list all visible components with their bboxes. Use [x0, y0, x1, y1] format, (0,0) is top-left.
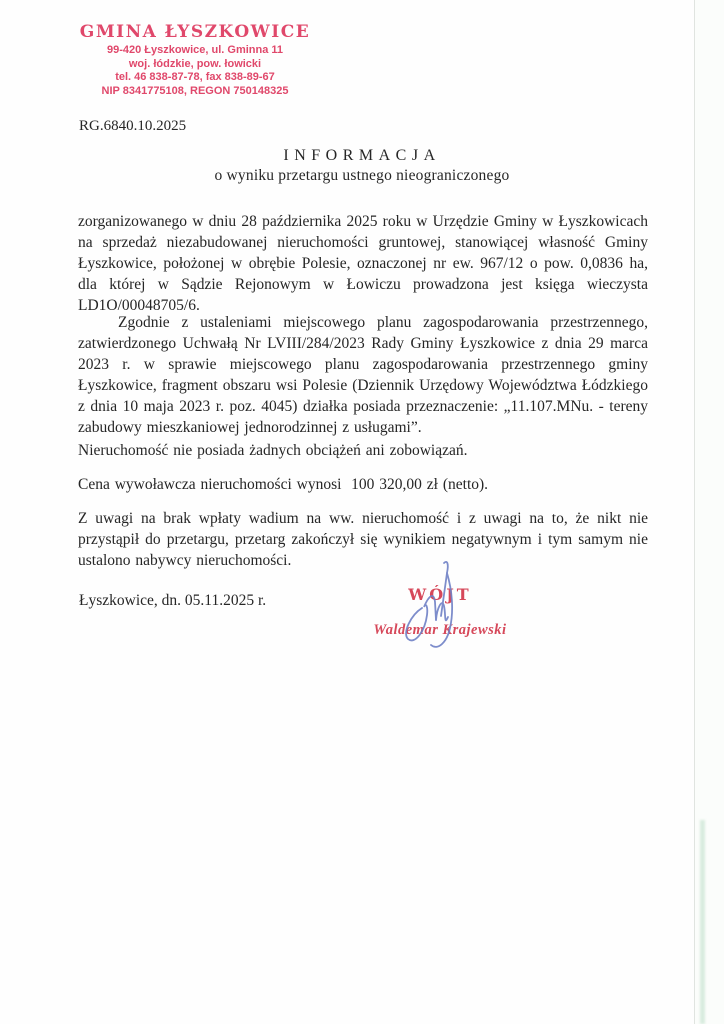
sender-ids: NIP 8341775108, REGON 750148325 — [101, 84, 289, 97]
title-block — [0, 147, 724, 185]
paragraph-negative-result: Z uwagi na brak wpłaty wadium na ww. nieruchomość i z uwagi na to, że nikt nie przystąpił do przetargu, przetarg zakończył się wynikiem negatywnym i tym samym nie ustalono nabywcy nieruchomości. — [78, 510, 648, 569]
sender-address: 99-420 Łyszkowice, ul. Gminna 11 — [106, 44, 284, 56]
signature-title-stamp: WÓJT — [408, 585, 472, 604]
signature-name-stamp: Waldemar Krajewski — [373, 622, 507, 638]
scan-edge-artifact — [700, 820, 705, 1024]
paragraph-starting-price: Cena wywoławcza nieruchomości wynosi 100 320,00 zł (netto). — [78, 476, 489, 493]
sender-name: GMINA ŁYSZKOWICE — [79, 22, 311, 42]
handwritten-signature-ink — [398, 558, 478, 658]
reference-number: RG.6840.10.2025 — [79, 118, 187, 134]
document-subtitle: o wyniku przetargu ustnego nieograniczonego — [214, 167, 510, 184]
paragraph-zoning-plan: Zgodnie z ustaleniami miejscowego planu zagospodarowania przestrzennego, zatwierdzonego Uchwałą Nr LVIII/284/2023 Rady Gminy Łyszkowice z dnia 29 marca 2023 r. w sprawie miejscowego planu zagospodarowania przestrzennego gminy Łyszkowice, fragment obszaru wsi Polesie (Dziennik Urzędowy Województwa Łódzkiego z dnia 10 maja 2023 r. poz. 4045) działka posiada przeznaczenie: „11.107.MNu. - tereny zabudowy mieszkaniowej jednorodzinnej z usługami”. — [78, 314, 648, 436]
paragraph-no-encumbrances: Nieruchomość nie posiada żadnych obciążeń ani zobowiązań. — [78, 442, 468, 459]
place-and-date: Łyszkowice, dn. 05.11.2025 r. — [79, 592, 267, 609]
document-title: INFORMACJA — [283, 147, 441, 164]
paragraph-auction-details: zorganizowanego w dniu 28 października 2025 roku w Urzędzie Gminy w Łyszkowicach na sprzedaż niezabudowanej nieruchomości gruntowej, stanowiącej własność Gminy Łyszkowice, położonej w obrębie Polesie, oznaczonej nr ew. 967/12 o pow. 0,0836 ha, dla której w Sądzie Rejonowym w Łowiczu prowadzona jest księga wieczysta LD1O/00048705/6. — [78, 213, 648, 314]
sender-region: woj. łódzkie, pow. łowicki — [128, 57, 262, 70]
scan-edge-line — [694, 0, 695, 1024]
sender-phone: tel. 46 838-87-78, fax 838-89-67 — [115, 71, 275, 83]
sender-stamp — [58, 22, 332, 98]
